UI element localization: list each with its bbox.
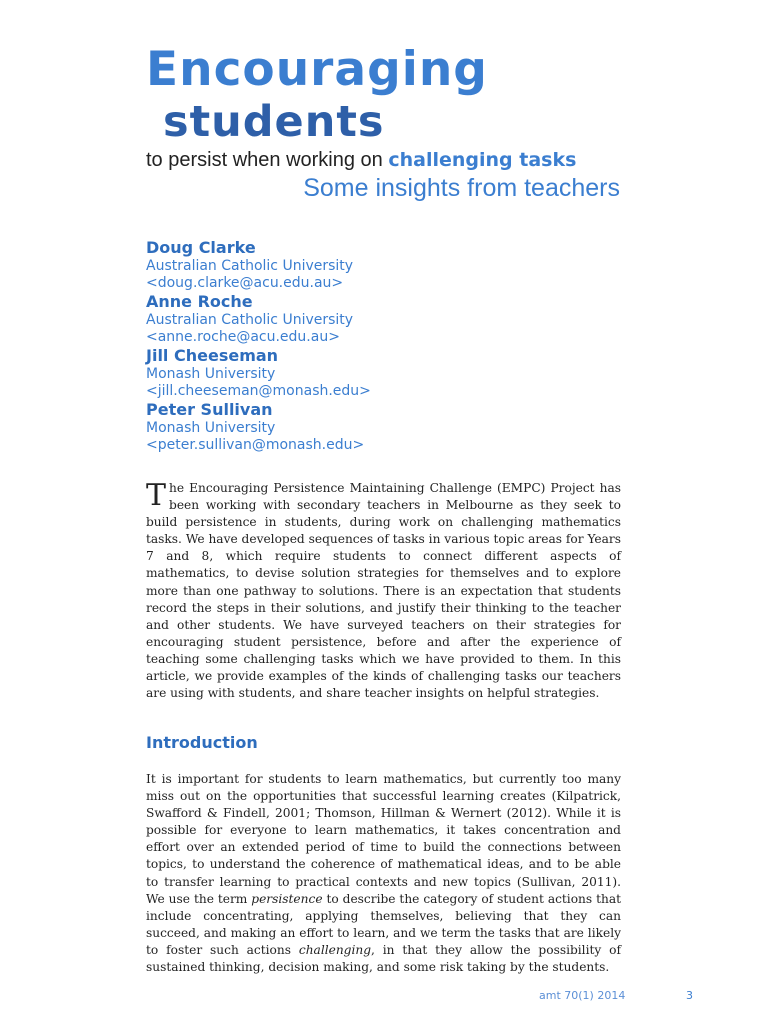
subtitle-highlight: challenging tasks <box>388 149 577 171</box>
article-title-line2: students <box>163 97 385 147</box>
intro-emphasis-persistence: persistence <box>251 891 323 906</box>
author-email[interactable]: <jill.cheeseman@monash.edu> <box>146 383 371 399</box>
author-name: Jill Cheeseman <box>146 346 279 365</box>
footer-page-number: 3 <box>686 989 693 1002</box>
author-email[interactable]: <doug.clarke@acu.edu.au> <box>146 275 344 291</box>
article-subtitle-2: Some insights from teachers <box>303 174 620 202</box>
intro-text-part1: It is important for students to learn mathematics, but currently too many miss out on the opportunities that successful learning creates (Kilpatrick, Swafford & Findell, 2001; Thomson, Hillman & Wernert (2012). While it is possible for everyone to learn mathematics, it takes concentration and effort over an extended period of time to build the connections between topics, to understand the coherence of mathematical ideas, and to be able to transfer learning to practical contexts and new topics (Sullivan, 2011). We use the term <box>146 772 621 906</box>
author-block <box>146 292 371 346</box>
author-name: Peter Sullivan <box>146 400 273 419</box>
abstract-paragraph <box>146 480 621 702</box>
author-affiliation: Monash University <box>146 366 276 382</box>
author-name: Doug Clarke <box>146 238 256 257</box>
article-subtitle <box>146 147 576 173</box>
drop-cap: T <box>146 478 167 513</box>
author-affiliation: Monash University <box>146 420 276 436</box>
abstract-text: he Encouraging Persistence Maintaining Challenge (EMPC) Project has been working with secondary teachers in Melbourne as they seek to build persistence in students, during work on challenging mathematics tasks. We have developed sequences of tasks in various topic areas for Years 7 and 8, which require students to connect different aspects of mathematics, to devise solution strategies for themselves and to explore more than one pathway to solutions. There is an expectation that students record the steps in their solutions, and justify their thinking to the teacher and other students. We have surveyed teachers on their strategies for encouraging student persistence, before and after the experience of teaching some challenging tasks which we have provided to them. In this article, we provide examples of the kinds of challenging tasks our teachers are using with students, and share teacher insights on helpful strategies. <box>146 481 621 701</box>
subtitle-prefix: to persist when working on <box>146 149 389 171</box>
author-block <box>146 238 371 292</box>
author-block <box>146 346 371 400</box>
article-title-line1: Encouraging <box>146 42 488 97</box>
intro-emphasis-challenging: challenging <box>298 942 372 957</box>
author-block <box>146 400 371 454</box>
author-email[interactable]: <peter.sullivan@monash.edu> <box>146 437 365 453</box>
intro-text-part2: to describe the category of student actions that include concentrating, applying themselves, believing that they can succeed, and making an effort to learn, and we term the tasks that are likely to foster such actions <box>146 891 621 957</box>
introduction-heading: Introduction <box>146 733 258 752</box>
author-list <box>146 238 371 454</box>
author-affiliation: Australian Catholic University <box>146 258 354 274</box>
footer-journal-citation: amt 70(1) 2014 <box>539 989 626 1002</box>
author-affiliation: Australian Catholic University <box>146 312 354 328</box>
author-name: Anne Roche <box>146 292 253 311</box>
author-email[interactable]: <anne.roche@acu.edu.au> <box>146 329 340 345</box>
intro-text-part3: , in that they allow the possibility of sustained thinking, decision making, and some risk taking by the students. <box>146 942 621 975</box>
introduction-paragraph <box>146 771 621 976</box>
